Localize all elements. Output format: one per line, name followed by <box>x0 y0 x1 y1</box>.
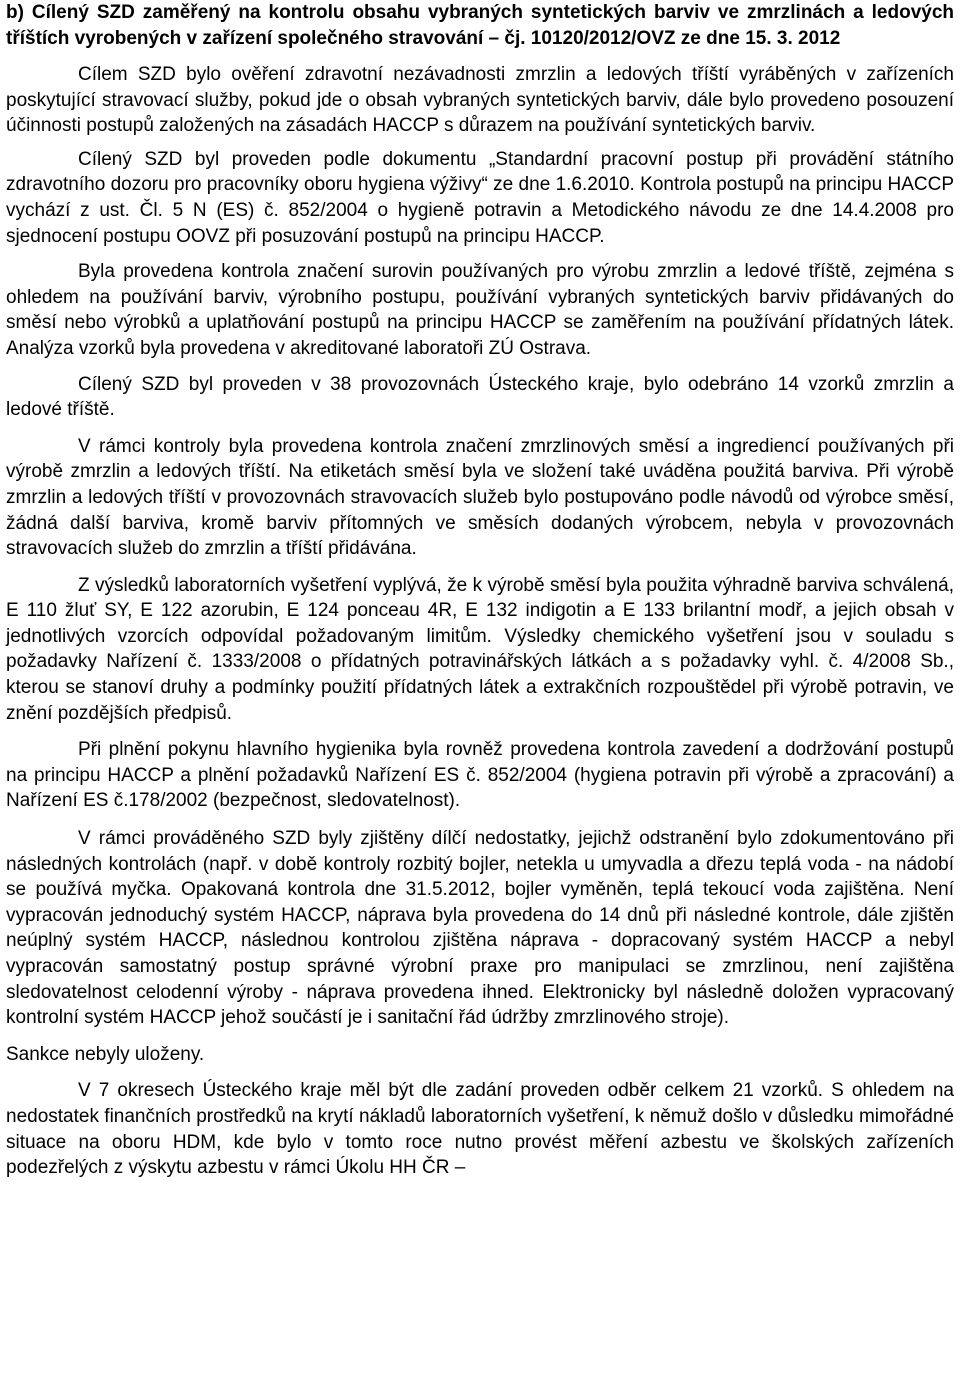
paragraph-scope: Cílený SZD byl proveden v 38 provozovnách Ústeckého kraje, bylo odebráno 14 vzorků zmrzlin a ledové tříště. <box>6 373 954 421</box>
paragraph-method: Cílený SZD byl proveden podle dokumentu „Standardní pracovní postup při provádění státního zdravotního dozoru pro pracovníky oboru hygiena výživy“ ze dne 1.6.2010. Kontrola postupů na principu HACCP vychází z ust. Čl. 5 N (ES) č. 852/2004 o hygieně potravin a Metodického návodu ze dne 14.4.2008 pro sjednocení postupu OOVZ při posuzování postupů na principu HACCP. <box>6 148 954 247</box>
paragraph-labelling: V rámci kontroly byla provedena kontrola značení zmrzlinových směsí a ingrediencí používaných při výrobě zmrzlin a ledových tříští. Na etiketách směsí byla ve složení také uváděna použitá barviva. Při výrobě zmrzlin a ledových tříští v provozovnách stravovacích služeb bylo postupováno podle návodů od výrobce směsí, žádná další barviva, kromě barviv přítomných ve směsích dodaných výrobcem, nebyla v provozovnách stravovacích služeb do zmrzlin a tříští přidávána. <box>6 435 954 560</box>
paragraph-sampling: V 7 okresech Ústeckého kraje měl být dle zadání proveden odběr celkem 21 vzorků. S ohledem na nedostatek finančních prostředků na krytí nákladů laboratorních vyšetření, k němuž došlo v důsledku mimořádné situace na oboru HDM, kde bylo v tomto roce nutno provést měření azbestu ve školských zařízeních podezřelých z výskytu azbestu v rámci Úkolu HH ČR – <box>6 1080 954 1179</box>
paragraph-control: Byla provedena kontrola značení surovin používaných pro výrobu zmrzlin a ledové tříště, zejména s ohledem na používání barviv, výrobního postupu, používání vybraných syntetických barviv přidávaných do směsí nebo výrobků a uplatňování postupů na principu HACCP se zaměřením na používání přídatných látek. Analýza vzorků byla provedena v akreditované laboratoři ZÚ Ostrava. <box>6 261 954 359</box>
paragraph-sanctions: Sankce nebyly uloženy. <box>6 1043 205 1065</box>
paragraph-haccp: Při plnění pokynu hlavního hygienika byla rovněž provedena kontrola zavedení a dodržování postupů na principu HACCP a plnění požadavků Nařízení ES č. 852/2004 (hygiena potravin při výrobě a zpracování) a Nařízení ES č.178/2002 (bezpečnost, sledovatelnost). <box>6 739 954 812</box>
document-page <box>6 0 954 1181</box>
paragraph-aim: Cílem SZD bylo ověření zdravotní nezávadnosti zmrzlin a ledových tříští vyráběných v zařízeních poskytující stravovací služby, pokud jde o obsah vybraných syntetických barviv, dále bylo provedeno posouzení účinnosti postupů založených na zásadách HACCP s důrazem na používání syntetických barviv. <box>6 64 954 137</box>
paragraph-deficiencies: V rámci prováděného SZD byly zjištěny dílčí nedostatky, jejichž odstranění bylo zdokumentováno při následných kontrolách (např. v době kontroly rozbitý bojler, netekla u umyvadla a dřezu teplá voda - na nádobí se používá myčka. Opakovaná kontrola dne 31.5.2012, bojler vyměněn, teplá tekoucí voda zajištěna. Není vypracován jednoduchý systém HACCP, náprava byla provedena do 14 dnů při následné kontrole, dále zjištěn neúplný systém HACCP, následnou kontrolou zjištěna náprava - dopracovaný systém HACCP a nebyl vypracován samostatný postup správné výrobní praxe pro manipulaci se zmrzlinou, není zajištěna sledovatelnost celodenní výroby - náprava provedena ihned. Elektronicky byl následně doložen vypracovaný kontrolní systém HACCP jehož součástí je i sanitační řád údržby zmrzlinového stroje). <box>6 828 954 1029</box>
section-heading: b) Cílený SZD zaměřený na kontrolu obsahu vybraných syntetických barviv ve zmrzlinách a ledových tříštích vyrobených v zařízení společného stravování – čj. 10120/2012/OVZ ze dne 15. 3. 2012 <box>6 2 954 49</box>
paragraph-results: Z výsledků laboratorních vyšetření vyplývá, že k výrobě směsí byla použita výhradně barviva schválená, E 110 žluť SY, E 122 azorubin, E 124 ponceau 4R, E 132 indigotin a E 133 brilantní modř, a jejich obsah v jednotlivých vzorcích odpovídal požadovaným limitům. Výsledky chemického vyšetření jsou v souladu s požadavky Nařízení č. 1333/2008 o přídatných potravinářských látkách a s požadavky vyhl. č. 4/2008 Sb., kterou se stanoví druhy a podmínky použití přídatných látek a extrakčních rozpouštědel při výrobě potravin, ve znění pozdějších předpisů. <box>6 574 954 724</box>
